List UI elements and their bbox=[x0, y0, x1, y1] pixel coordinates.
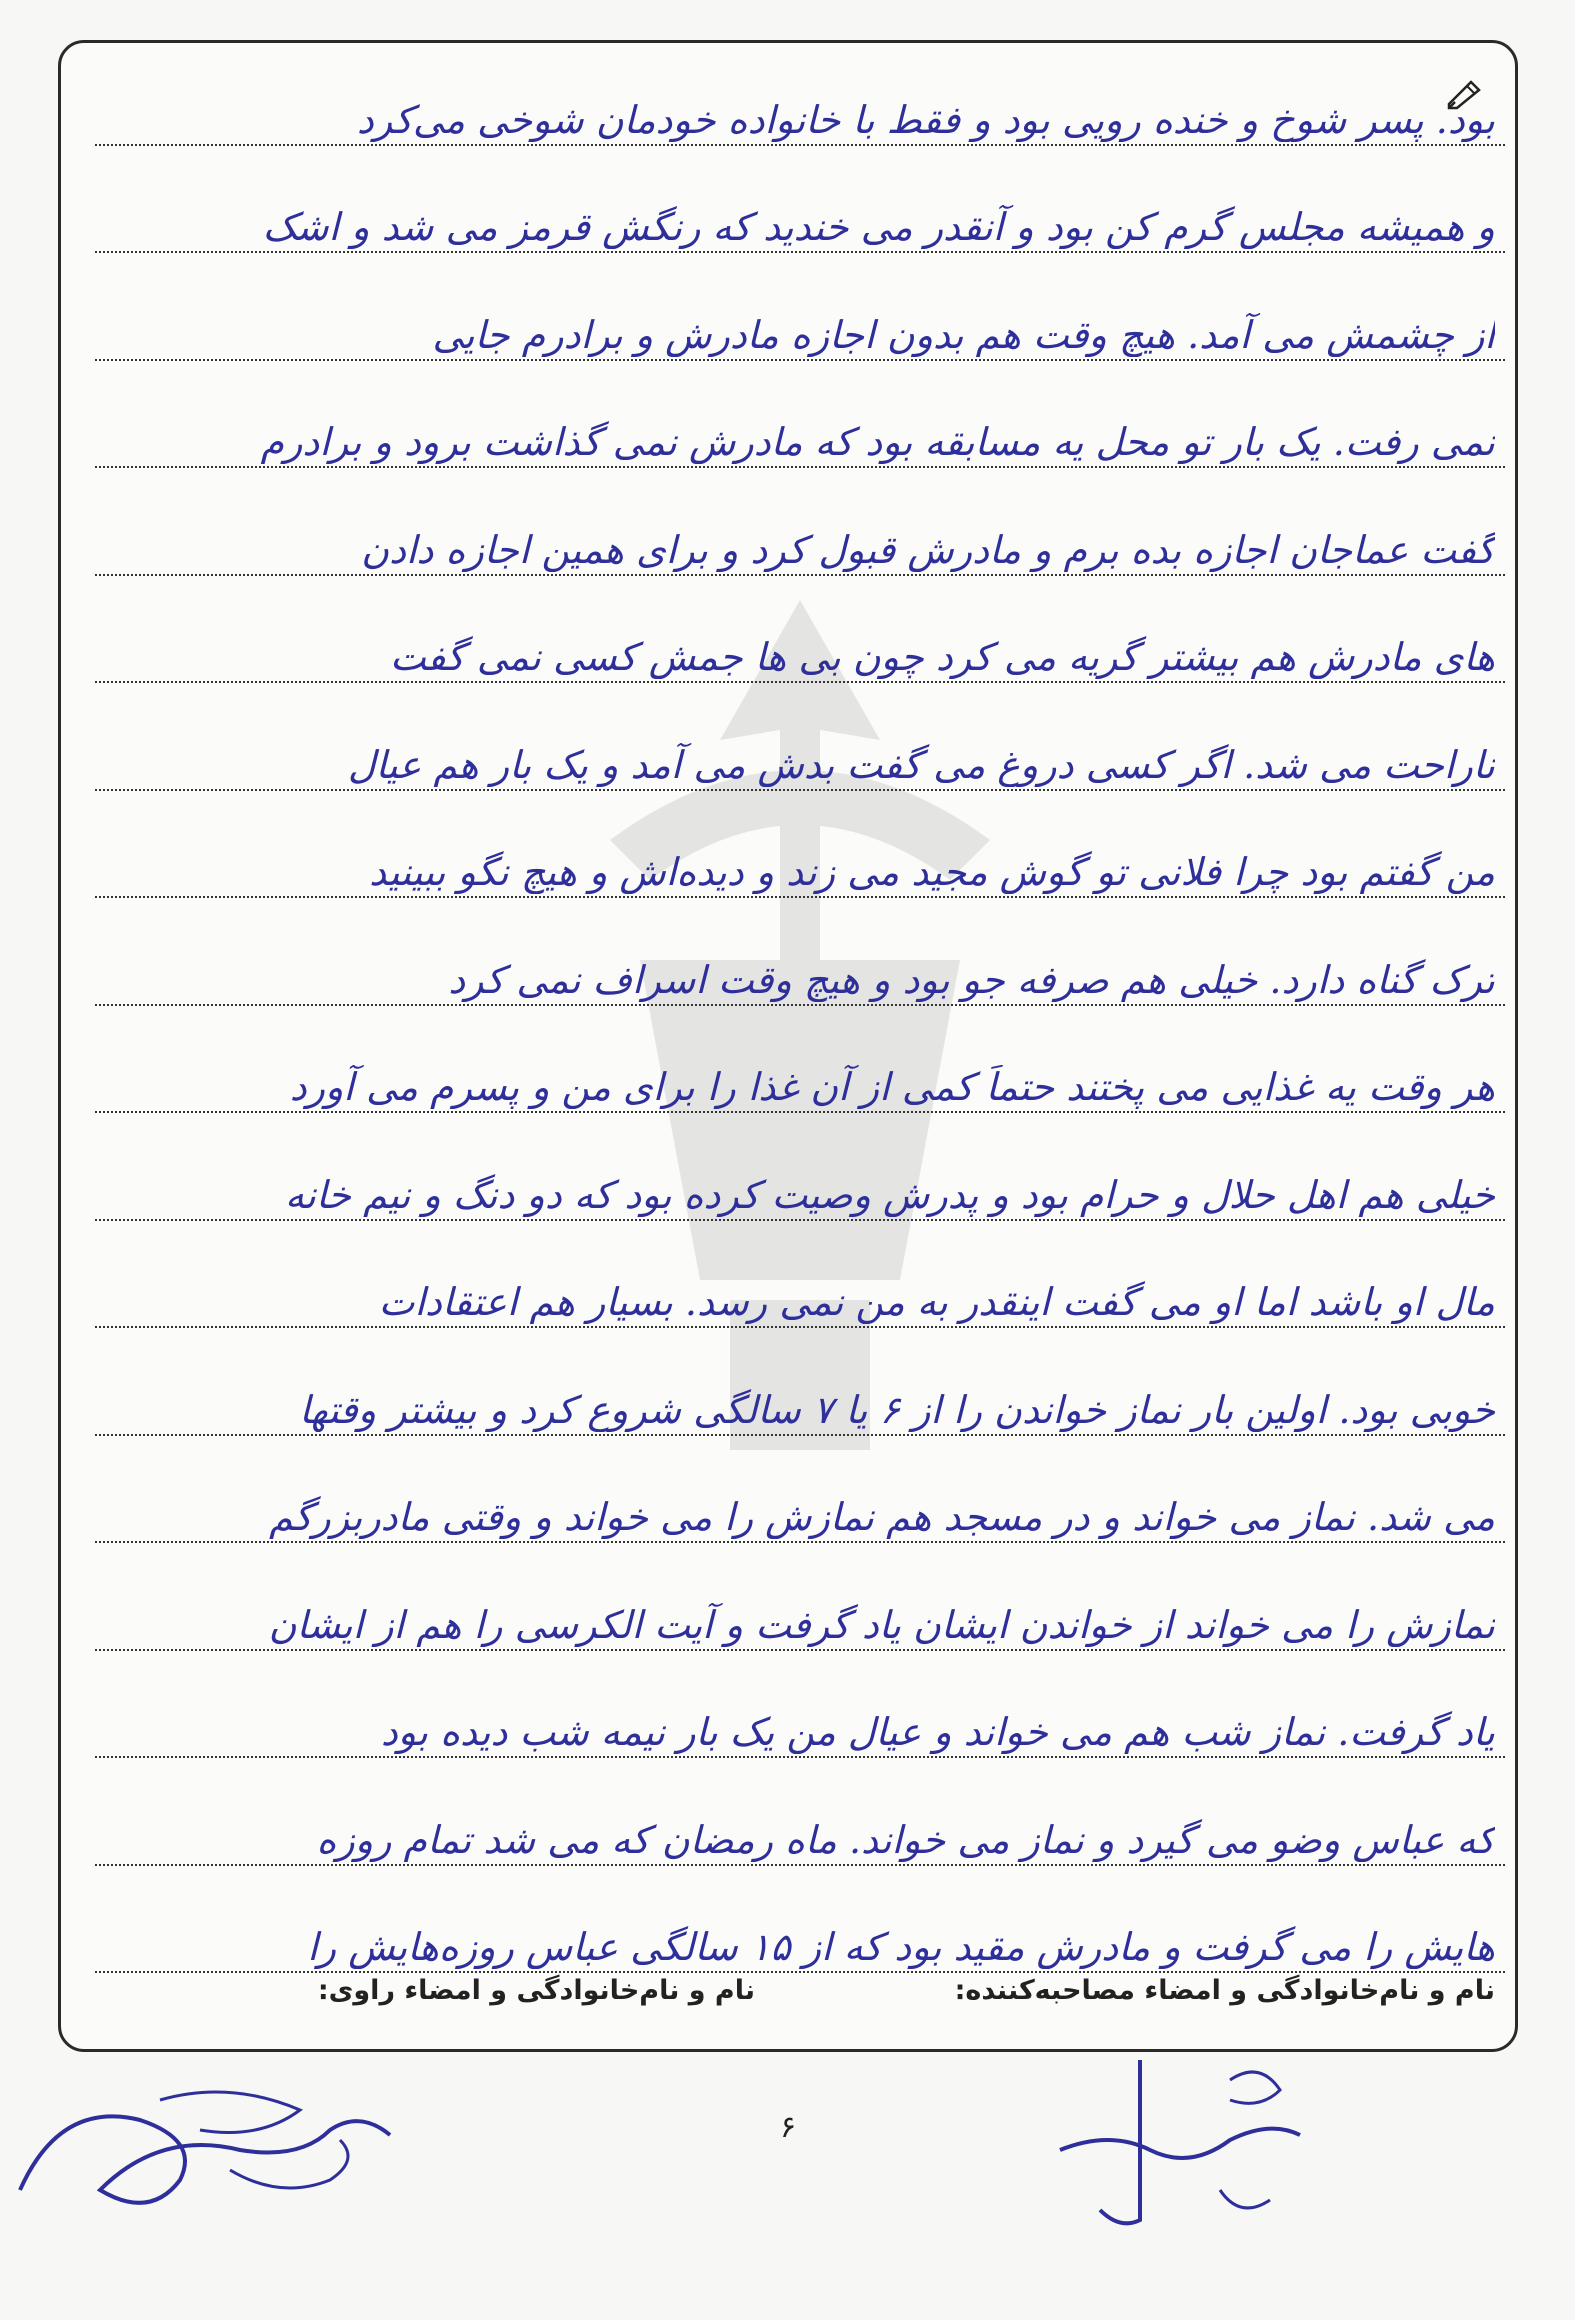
narrator-signature-label: نام و نام‌خانوادگی و امضاء راوی: bbox=[317, 1975, 755, 2006]
text-line bbox=[95, 1565, 1505, 1673]
text-line bbox=[95, 920, 1505, 1028]
line-text: می شد. نماز می خواند و در مسجد هم نمازش را می خواند و وقتی مادربزرگم bbox=[269, 1495, 1495, 1539]
text-line bbox=[95, 705, 1505, 813]
line-text: نمازش را می خواند از خواندن ایشان یاد گرفت و آیت الکرسی را هم از ایشان bbox=[268, 1602, 1495, 1647]
text-line bbox=[95, 60, 1505, 168]
interviewer-signature-label: نام و نام‌خانوادگی و امضاء مصاحبه‌کننده: bbox=[954, 1975, 1495, 2006]
narrator-signature bbox=[0, 2040, 420, 2240]
line-text: خیلی هم اهل حلال و حرام بود و پدرش وصیت کرده بود که دو دنگ و نیم خانه bbox=[284, 1172, 1495, 1217]
interviewer-signature bbox=[1030, 2040, 1330, 2240]
line-text: من گفتم بود چرا فلانی تو گوش مجید می زند و دیده‌اش و هیچ نگو ببینید bbox=[369, 850, 1495, 894]
text-line bbox=[95, 168, 1505, 276]
text-line bbox=[95, 1350, 1505, 1458]
line-text: های مادرش هم بیشتر گریه می کرد چون بی ها جمش کسی نمی گفت bbox=[389, 635, 1495, 679]
line-text: گفت عماجان اجازه بده برم و مادرش قبول کرد و برای همین اجازه دادن bbox=[361, 527, 1495, 572]
line-text: ترک گناه دارد. خیلی هم صرفه جو بود و هیچ وقت اسراف نمی کرد bbox=[448, 957, 1495, 1002]
text-line bbox=[95, 1673, 1505, 1781]
text-line bbox=[95, 1028, 1505, 1136]
text-line bbox=[95, 1780, 1505, 1888]
text-line bbox=[95, 1458, 1505, 1566]
text-line bbox=[95, 1135, 1505, 1243]
text-line bbox=[95, 813, 1505, 921]
text-line bbox=[95, 275, 1505, 383]
line-text: نمی رفت. یک بار تو محل یه مسابقه بود که مادرش نمی گذاشت برود و برادرم bbox=[260, 420, 1495, 464]
line-text: خوبی بود. اولین بار نماز خواندن را از ۶ یا ۷ سالگی شروع کرد و بیشتر وقتها bbox=[299, 1387, 1495, 1432]
line-text: از چشمش می آمد. هیچ وقت هم بدون اجازه مادرش و برادرم جایی bbox=[432, 312, 1495, 357]
line-text: ناراحت می شد. اگر کسی دروغ می گفت بدش می آمد و یک بار هم عیال bbox=[347, 742, 1495, 787]
line-text: مال او باشد اما او می گفت اینقدر به من نمی رسد. بسیار هم اعتقادات bbox=[378, 1280, 1495, 1324]
line-text: بود. پسر شوخ و خنده رویی بود و فقط با خانواده خودمان شوخی می‌کرد bbox=[356, 97, 1495, 142]
text-line bbox=[95, 383, 1505, 491]
line-text: که عباس وضو می گیرد و نماز می خواند. ماه رمضان که می شد تمام روزه bbox=[316, 1817, 1495, 1862]
line-text: هر وقت یه غذایی می پختند حتماً کمی از آن غذا را برای من و پسرم می آورد bbox=[289, 1065, 1495, 1109]
line-text: یاد گرفت. نماز شب هم می خواند و عیال من یک بار نیمه شب دیده بود bbox=[380, 1710, 1495, 1754]
text-line bbox=[95, 490, 1505, 598]
text-line bbox=[95, 598, 1505, 706]
page-number: ۶ bbox=[780, 2110, 797, 2145]
line-text: هایش را می گرفت و مادرش مقید بود که از ۱۵ سالگی عباس روزه‌هایش را bbox=[307, 1925, 1495, 1969]
line-text: و همیشه مجلس گرم کن بود و آنقدر می خندید که رنگش قرمز می شد و اشک bbox=[262, 205, 1495, 249]
text-line bbox=[95, 1243, 1505, 1351]
handwritten-lines bbox=[95, 60, 1505, 1995]
